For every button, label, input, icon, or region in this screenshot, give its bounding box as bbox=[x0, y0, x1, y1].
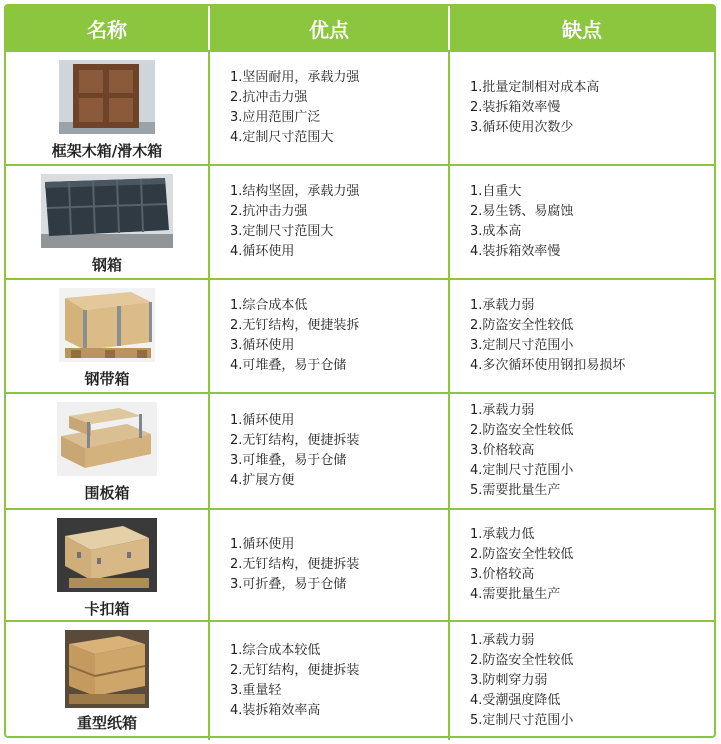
pros-item: 4.定制尺寸范围大 bbox=[230, 130, 334, 145]
cons-item: 2.防盗安全性较低 bbox=[470, 653, 574, 668]
cons-item: 4.多次循环使用钢扣易损坏 bbox=[470, 358, 626, 373]
cons-item: 4.受潮强度降低 bbox=[470, 693, 561, 708]
pros-item: 2.无钉结构，便捷拆装 bbox=[230, 433, 360, 448]
pros-item: 2.无钉结构，便捷装拆 bbox=[230, 318, 360, 333]
table-row bbox=[6, 394, 714, 510]
collar-box-image bbox=[57, 402, 157, 476]
product-name: 钢箱 bbox=[91, 256, 122, 274]
cons-item: 1.承载力低 bbox=[470, 527, 535, 542]
pros-cell bbox=[210, 52, 450, 164]
cons-item: 2.防盗安全性较低 bbox=[470, 547, 574, 562]
cons-item: 1.批量定制相对成本高 bbox=[470, 80, 600, 95]
cons-item: 4.定制尺寸范围小 bbox=[470, 463, 574, 478]
cons-item: 2.防盗安全性较低 bbox=[470, 318, 574, 333]
product-cell bbox=[6, 52, 210, 164]
cons-item: 2.易生锈、易腐蚀 bbox=[470, 204, 574, 219]
pros-item: 1.坚固耐用，承载力强 bbox=[230, 70, 360, 85]
product-cell bbox=[6, 166, 210, 278]
cons-cell bbox=[450, 394, 714, 508]
table-row bbox=[6, 510, 714, 622]
header-pros: 优点 bbox=[210, 6, 450, 50]
cons-cell bbox=[450, 280, 714, 392]
wooden-frame-crate-image bbox=[59, 60, 155, 134]
product-name: 围板箱 bbox=[84, 484, 130, 502]
pros-item: 4.循环使用 bbox=[230, 244, 295, 259]
steel-band-box-image bbox=[59, 288, 155, 362]
pros-cell bbox=[210, 510, 450, 620]
product-cell bbox=[6, 394, 210, 508]
pros-item: 3.可堆叠，易于仓储 bbox=[230, 453, 347, 468]
pros-item: 2.无钉结构，便捷拆装 bbox=[230, 663, 360, 678]
product-name: 钢带箱 bbox=[84, 370, 130, 388]
product-name: 框架木箱/滑木箱 bbox=[51, 142, 163, 160]
table-row bbox=[6, 622, 714, 740]
cons-item: 3.价格较高 bbox=[470, 443, 535, 458]
cons-cell bbox=[450, 52, 714, 164]
pros-item: 1.循环使用 bbox=[230, 537, 295, 552]
pros-cell bbox=[210, 166, 450, 278]
cons-item: 3.成本高 bbox=[470, 224, 522, 239]
pros-item: 4.扩展方便 bbox=[230, 473, 295, 488]
table-row bbox=[6, 280, 714, 394]
table-header bbox=[6, 6, 714, 52]
product-cell bbox=[6, 280, 210, 392]
pros-cell bbox=[210, 394, 450, 508]
product-name: 重型纸箱 bbox=[76, 714, 137, 732]
cons-item: 4.装拆箱效率慢 bbox=[470, 244, 561, 259]
cons-item: 1.承载力弱 bbox=[470, 403, 535, 418]
pros-item: 4.装拆箱效率高 bbox=[230, 703, 321, 718]
pros-item: 2.抗冲击力强 bbox=[230, 204, 308, 219]
cons-item: 3.价格较高 bbox=[470, 567, 535, 582]
product-name: 卡扣箱 bbox=[84, 600, 130, 618]
cons-item: 5.需要批量生产 bbox=[470, 483, 561, 498]
header-name: 名称 bbox=[6, 6, 210, 50]
table-row bbox=[6, 166, 714, 280]
table-row bbox=[6, 52, 714, 166]
header-cons: 缺点 bbox=[562, 17, 602, 42]
cons-item: 2.防盗安全性较低 bbox=[470, 423, 574, 438]
cons-item: 4.需要批量生产 bbox=[470, 587, 561, 602]
pros-item: 3.重量轻 bbox=[230, 683, 282, 698]
pros-cell bbox=[210, 280, 450, 392]
pros-item: 1.结构坚固，承载力强 bbox=[230, 184, 360, 199]
pros-item: 2.无钉结构，便捷拆装 bbox=[230, 557, 360, 572]
cons-cell bbox=[450, 510, 714, 620]
pros-item: 3.定制尺寸范围大 bbox=[230, 224, 334, 239]
steel-box-image bbox=[41, 174, 173, 248]
pros-item: 2.抗冲击力强 bbox=[230, 90, 308, 105]
cons-item: 3.定制尺寸范围小 bbox=[470, 338, 574, 353]
pros-item: 1.综合成本较低 bbox=[230, 643, 321, 658]
pros-item: 1.综合成本低 bbox=[230, 298, 308, 313]
comparison-table bbox=[4, 4, 716, 738]
pros-item: 3.可折叠，易于仓储 bbox=[230, 577, 347, 592]
pros-item: 4.可堆叠，易于仓储 bbox=[230, 358, 347, 373]
pros-item: 1.循环使用 bbox=[230, 413, 295, 428]
pros-item: 3.应用范围广泛 bbox=[230, 110, 321, 125]
pros-item: 3.循环使用 bbox=[230, 338, 295, 353]
cons-cell bbox=[450, 166, 714, 278]
cons-item: 5.定制尺寸范围小 bbox=[470, 713, 574, 728]
pros-cell bbox=[210, 622, 450, 740]
cons-item: 3.防刺穿力弱 bbox=[470, 673, 548, 688]
cons-cell bbox=[450, 622, 714, 740]
product-cell bbox=[6, 510, 210, 620]
clip-box-image bbox=[57, 518, 157, 592]
cons-item: 1.承载力弱 bbox=[470, 298, 535, 313]
heavy-carton-image bbox=[65, 630, 149, 708]
cons-item: 1.承载力弱 bbox=[470, 633, 535, 648]
cons-item: 3.循环使用次数少 bbox=[470, 120, 574, 135]
product-cell bbox=[6, 622, 210, 740]
cons-item: 1.自重大 bbox=[470, 184, 522, 199]
cons-item: 2.装拆箱效率慢 bbox=[470, 100, 561, 115]
